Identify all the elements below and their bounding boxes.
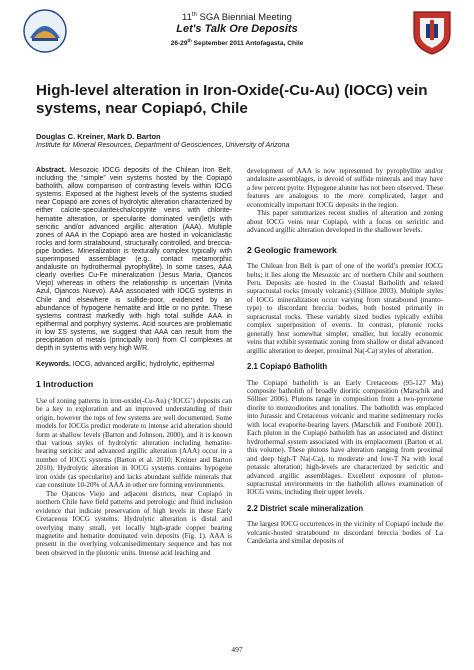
intro-paragraph-3: development of AAA is now represented by pyrophyllite and/or andalusite assemblages, is devoid of sulfide minerals and may have a few percent pyrite. Hypogene alunite has not been observed. These features are analogous to the more complicated, larger and economically important IOCG deposits in the region. — [247, 167, 443, 209]
district-paragraph-1: The largest IOCG occurrences in the vicinity of Copiapó include the volcanic-hosted stratabound to discordant breccia bodies of La Candelaria and similar deposits of — [247, 520, 443, 546]
keywords: Keywords. IOCG, advanced argillic, hydrolytic, epithermal — [36, 361, 215, 369]
university-seal-icon — [410, 8, 454, 56]
batholith-paragraph-1: The Copiapó batholith is an Early Cretaceous (95-127 Ma) composite batholith of broadly dioritic composition (Marschik and Söllner 2006). Plutons range in composition from a two-pyroxene diorite to monzodiorites and tonalites. The batholith was emplaced into Jurassic and Cretaceous volcanic and marine sedimentary rocks with local evaporite-bearing layers (Marschik and Fontboté 2001). Each pluton in the Copiapó batholith has an associated and distinct hydrothermal system associated with its emplacement (Barton et al. this volume). These plutons have alteration ranging from proximal and deep high-T Na(-Ca), to moderate and low-T Na with local potassic alteration; high-levels are characterized by sericitic and advanced argillic assemblages. Excellent exposure of pluton-supracrustal environments in the batholith allows examination of IOCG veins, including their upper levels. — [247, 378, 443, 497]
left-column — [36, 167, 232, 557]
geology-paragraph-1: The Chilean Iron Belt is part of one of the world’s premier IOCG belts; it lies along the Mesozoic arc of northern Chile and southern Peru. Deposits are hosted in the Coastal Batholith and related supracrustal rocks (mostly volcanic) (Sillitoe 2003). Multiple styles of IOCG mineralization occur varying from stratabound (manto-type) to discordant breccia bodies, both hosted primarily in supracrustal rocks. These variably sized bodies typically exhibit complex superposition of events. In contrast, plutonic rocks generally host somewhat simpler, smaller, but locally economic veins that exhibit systematic zoning from shallow or distal advanced argillic alteration to deeper, proximal Na(-Ca) styles of alteration. — [247, 262, 443, 355]
conference-title: 11th SGA Biennial Meeting — [182, 12, 292, 24]
intro-paragraph-1: Use of zoning patterns in iron-oxide(-Cu-Au) (‘IOCG’) deposits can be a key to exploration and an improved understanding of their origin, however the tops of few systems are well documented. Some models for IOCGs predict moderate to intense acid alteration should form at shallow levels (Barton and Johnson, 2000), and it is known that various styles of hydrolytic alteration including hematite-bearing sericitic and advanced argillic alteration (AAA) occur in a number of IOCG systems (Barton et al. 2010; Kreiner and Barton 2010). Hydrolytic alteration in IOCG systems contains hypogene iron oxide (as specularite) and lacks abundant sulfide minerals that can constitute 10-20% of AAA in other ore forming environments. — [36, 396, 232, 490]
conference-date: 26-29th September 2011 Antofagasta, Chile — [170, 38, 304, 48]
abstract: Abstract. Mesozoic IOCG deposits of the Chilean Iron Belt, including the “simple” vein systems hosted by the Copiapó batholith, allow comparison of contrasting levels within IOCG systems. Exposed at the highest levels of the systems studied near Copiapó are zones of hydrolytic alteration characterized by either calcite-specularite±chalcopyrite veins with chlorite-hematite alteration, or specularite dominated vein(let)s with sericitic and/or advanced argillic alteration (AAA). Multiple zones of AAA in the Copiapó area are hosted in volcaniclastic rocks and form stratabound, structurally controlled, and breccia-pipe bodies. Mineralization is texturally complex typically with superimposed assemblage (e.g., contact metamorphic andalusite on hydrothermal pyrophyllite). In some cases, AAA clearly overlies Cu-Fe mineralization (Jesus Maria, Ojancos Viejo) whereas in others the relationship is uncertain (Vinita Azul, Ojancos Nuevo). AAA associated with IOCG systems in Chile and elsewhere is sulfide-poor, evidenced by an abundance of hypogene hematite and little or no pyrite. These systems contrast markedly with high total sulfide AAA in epithermal and porphyry systems. Acid sources are problematic in low ΣS systems, we suggest that AAA can result from the precipitation of metals (principally iron) from Cl complexes at depth in systems with very high W/R. — [36, 167, 233, 353]
right-column — [247, 167, 443, 546]
conference-theme: Let's Talk Ore Deposits — [176, 23, 298, 36]
affiliation: Institute for Mineral Resources, Department of Geosciences, University of Arizona — [36, 142, 290, 149]
intro-paragraph-2: The Ojancos Viejo and adjacent districts, near Copiapó in northern Chile have field patterns and petrologic and fluid inclusion evidence that indicate preservation of high levels in these Early Cretaceous IOCG systems. Hydrolytic alteration is distal and overlying many small, yet locally high-grade copper bearing magnetite and hematite dominated vein deposits (Fig. 1). AAA is present in the overlying volcanisedimentary sequence and has not been observed in the plutonic units. Intense acid leaching and — [36, 489, 232, 557]
authors: Douglas C. Kreiner, Mark D. Barton — [36, 132, 161, 141]
section-heading-copiapo-batholith: 2.1 Copiapó Batholith — [247, 362, 328, 372]
page-number: 497 — [231, 645, 243, 654]
section-heading-introduction: 1 Introduction — [36, 379, 94, 390]
intro-paragraph-4: This paper summarizes recent studies of alteration and zoning about IOCG veins near Copiapó, with a focus on sericitic and advanced argillic alteration developed in the shallower levels. — [247, 209, 443, 235]
section-heading-geologic-framework: 2 Geologic framework — [247, 244, 337, 255]
section-heading-district-mineralization: 2.2 District scale mineralization — [247, 503, 364, 513]
paper-title: High-level alteration in Iron-Oxide(-Cu-Au) (IOCG) vein systems, near Copiapó, Chile — [36, 82, 428, 117]
conference-header — [140, 10, 334, 48]
sga-logo-icon — [22, 8, 68, 54]
